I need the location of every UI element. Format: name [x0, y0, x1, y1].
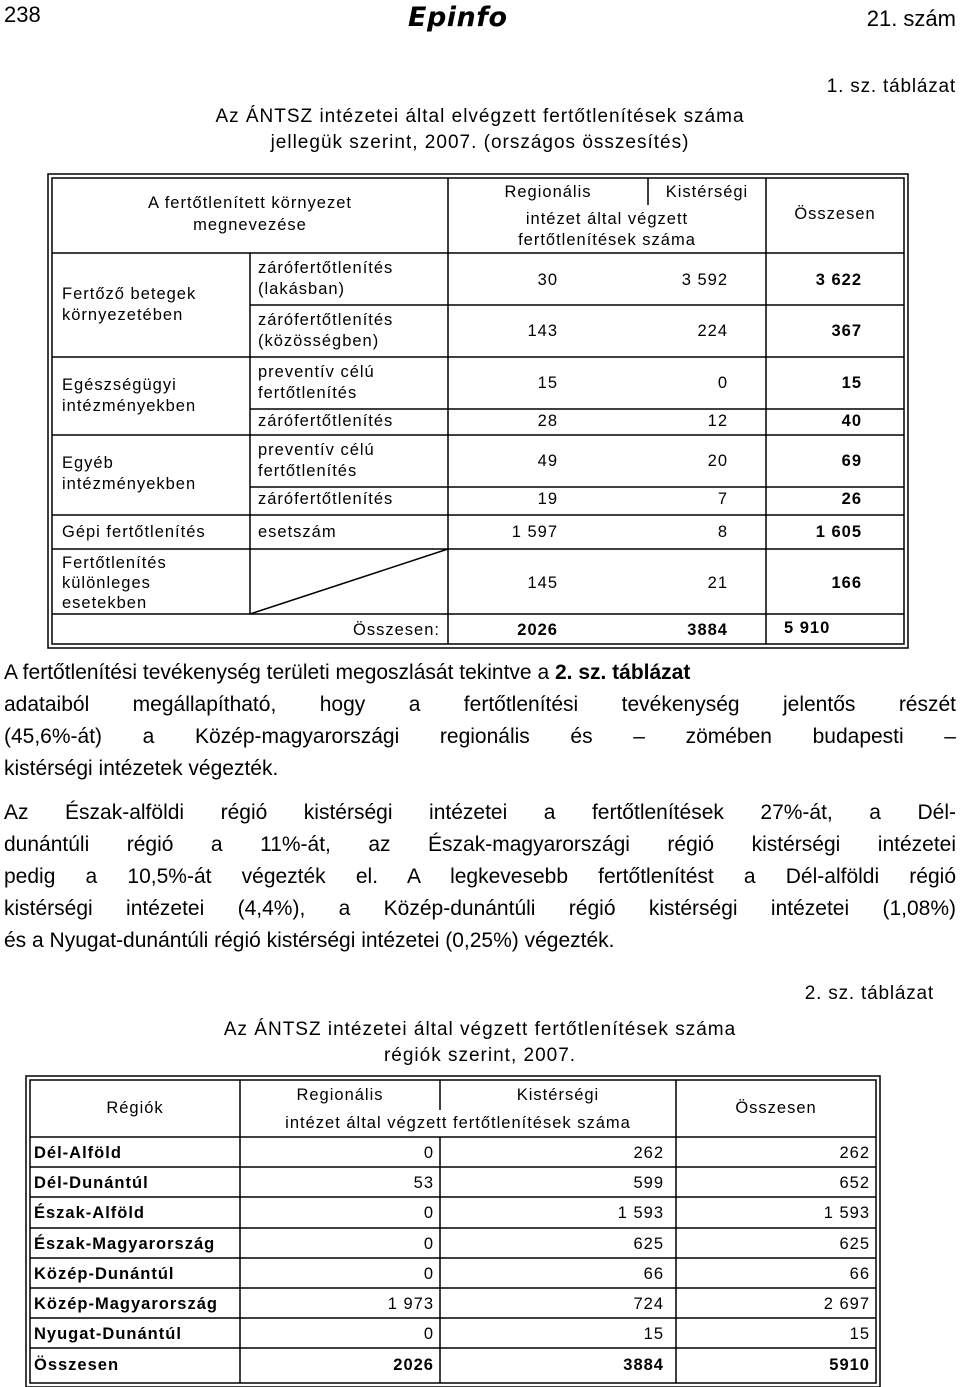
table1-cell-regional: 49: [537, 452, 558, 470]
table2-cell-regional: 0: [423, 1235, 434, 1253]
paragraph-2-line3: pedig a 10,5%-át végezték el. A legkevesebb fertőtlenítést a Dél-alföldi régió: [4, 865, 956, 888]
table1-row-type-line1: preventív célú: [258, 363, 375, 381]
table1-row-type: [258, 440, 375, 482]
table1-group-special: [62, 553, 167, 613]
table2-cell-region: Dél-Alföld: [34, 1144, 122, 1162]
table1-cell-total: 15: [841, 374, 862, 392]
table1-row-type-line2: fertőtlenítés: [258, 384, 358, 402]
table2-cell-total: 1 593: [823, 1204, 870, 1222]
table2-title-line1: Az ÁNTSZ intézetei által végzett fertőtlenítések száma: [223, 1019, 737, 1040]
table1-sum-total: 5 910: [784, 619, 831, 637]
table1-sum-label: Összesen:: [353, 621, 440, 639]
journal-logo: Epinfo: [408, 2, 508, 33]
table2-cell-subregional: 625: [633, 1235, 664, 1253]
table1-group-special-line2: különleges: [62, 574, 151, 592]
table2-cell-regional: 0: [423, 1204, 434, 1222]
paragraph-1-line1: [4, 657, 956, 689]
table2-cell-region: Közép-Magyarország: [34, 1295, 218, 1313]
table1-group-other-line2: intézményekben: [62, 475, 197, 493]
paragraph-1-line4: kistérségi intézetek végezték.: [4, 757, 279, 780]
table1-head-env-line2: megnevezése: [193, 216, 307, 234]
table1-cell-total: 69: [841, 452, 862, 470]
table1-group-infectious-line1: Fertőző betegek: [62, 285, 197, 303]
table2-sum-regional: 2026: [393, 1356, 434, 1374]
table1-group-other: [62, 453, 196, 495]
table1-row-type: zárófertőtlenítés: [258, 490, 394, 508]
table1-cell-total: 166: [831, 574, 862, 592]
table2-cell-total: 15: [849, 1325, 870, 1343]
table1-cell-regional: 28: [537, 412, 558, 430]
table2-cell-total: 652: [839, 1174, 870, 1192]
table2-cell-regional: 1 973: [387, 1295, 434, 1313]
table1-cell-total: 26: [841, 490, 862, 508]
table2-cell-subregional: 599: [633, 1174, 664, 1192]
table1-cell-subregional: 12: [707, 412, 728, 430]
table2-cell-region: Észak-Alföld: [34, 1204, 146, 1222]
table2-cell-subregional: 15: [643, 1325, 664, 1343]
table1-cell-regional: 19: [537, 490, 558, 508]
table1-title-line1: Az ÁNTSZ intézetei által elvégzett fertőtlenítések száma: [215, 106, 745, 127]
table2-reference: 2. sz. táblázat: [554, 661, 691, 684]
page-number: 238: [4, 2, 41, 27]
table1-cell-subregional: 224: [697, 322, 728, 340]
table2-cell-region: Dél-Dunántúl: [34, 1174, 149, 1192]
table1-sum-subregional: 3884: [687, 621, 728, 639]
table1-row-type-line1: preventív célú: [258, 441, 375, 459]
table1-group-special-line1: Fertőtlenítés: [62, 554, 167, 572]
paragraph-2: [4, 797, 956, 957]
table1-cell-regional: 143: [527, 322, 558, 340]
table1-cell-regional: 30: [537, 271, 558, 289]
table2-cell-region: Közép-Dunántúl: [34, 1265, 175, 1283]
table2-cell-region: Észak-Magyarország: [34, 1235, 216, 1253]
table1-group-special-line3: esetekben: [62, 594, 148, 612]
table1-cell-total: 40: [841, 412, 862, 430]
table1-head-sub: [448, 209, 766, 251]
table1-cell-subregional: 8: [717, 523, 728, 541]
table1-group-healthcare-line2: intézményekben: [62, 397, 197, 415]
table2-cell-total: 625: [839, 1235, 870, 1253]
table2-title-line2: régiók szerint, 2007.: [383, 1045, 577, 1066]
table2-sum-subregional: 3884: [623, 1356, 664, 1374]
table2-cell-regional: 53: [413, 1174, 434, 1192]
table2-head-region: Régiók: [106, 1099, 164, 1117]
table1-group-machine: Gépi fertőtlenítés: [62, 523, 206, 541]
table1-sum-regional: 2026: [517, 621, 558, 639]
table1-cell-total: 367: [831, 322, 862, 340]
table1-head-subregional: Kistérségi: [665, 183, 749, 201]
paragraph-1-line2: adataiból megállapítható, hogy a fertőtlenítési tevékenység jelentős részét: [4, 693, 956, 716]
table1-group-healthcare-line1: Egészségügyi: [62, 376, 177, 394]
table1-group-other-line1: Egyéb: [62, 454, 114, 472]
table1-label: 1. sz. táblázat: [826, 76, 956, 97]
table2-cell-subregional: 724: [633, 1295, 664, 1313]
table2-sum-total: 5910: [829, 1356, 870, 1374]
table1-row-type: esetszám: [258, 523, 337, 541]
table1-row-type-line2: (közösségben): [258, 332, 380, 350]
table1-head-total: Összesen: [794, 205, 876, 223]
table2-cell-regional: 0: [423, 1265, 434, 1283]
table1-cell-total: 1 605: [815, 523, 862, 541]
table1-row-type: [258, 362, 375, 404]
paragraph-2-line2: dunántúli régió a 11%-át, az Észak-magyarországi régió kistérségi intézetei: [4, 833, 956, 856]
table1-cell-regional: 15: [537, 374, 558, 392]
issue-number: 21. szám: [866, 6, 956, 31]
table2-cell-total: 66: [849, 1265, 870, 1283]
table1-cell-subregional: 0: [717, 374, 728, 392]
table1-cell-regional: 145: [527, 574, 558, 592]
table2-cell-regional: 0: [423, 1144, 434, 1162]
table2-head-subregional: Kistérségi: [516, 1086, 600, 1104]
table1-cell-subregional: 7: [717, 490, 728, 508]
table1-cell-total: 3 622: [815, 271, 862, 289]
table1-group-infectious-line2: környezetében: [62, 306, 184, 324]
table1-row-type-line1: zárófertőtlenítés: [258, 311, 394, 329]
table2-head-sub: intézet által végzett fertőtlenítések száma: [285, 1114, 631, 1132]
table1-cell-regional: 1 597: [511, 523, 558, 541]
table2-cell-subregional: 1 593: [617, 1204, 664, 1222]
table2-sum-label: Összesen: [34, 1356, 120, 1374]
table2-cell-total: 262: [839, 1144, 870, 1162]
table1-cell-subregional: 21: [707, 574, 728, 592]
table2-cell-region: Nyugat-Dunántúl: [34, 1325, 182, 1343]
table2-cell-regional: 0: [423, 1325, 434, 1343]
paragraph-1: [4, 657, 956, 785]
paragraph-1-line3: (45,6%-át) a Közép-magyarországi regionális és – zömében budapesti –: [4, 725, 956, 748]
table2-head-total: Összesen: [735, 1099, 817, 1117]
paragraph-2-line5: és a Nyugat-dunántúli régió kistérségi intézetei (0,25%) végezték.: [4, 929, 615, 952]
table2-cell-subregional: 262: [633, 1144, 664, 1162]
table1-row-type: zárófertőtlenítés: [258, 412, 394, 430]
table1-head-sub-line2: fertőtlenítések száma: [518, 231, 696, 249]
table2-cell-total: 2 697: [823, 1295, 870, 1313]
table2-head-regional: Regionális: [296, 1086, 384, 1104]
table1-row-type-line2: (lakásban): [258, 280, 346, 298]
table1-row-type-line2: fertőtlenítés: [258, 462, 358, 480]
table1-row-type: [258, 258, 393, 300]
paragraph-2-line4: kistérségi intézetei (4,4%), a Közép-dunántúli régió kistérségi intézetei (1,08%): [4, 897, 956, 920]
table1-head-env: [52, 192, 448, 236]
table1-row-type: [258, 310, 393, 352]
table1-head-regional: Regionális: [504, 183, 592, 201]
table1-head-sub-line1: intézet által végzett: [525, 210, 689, 228]
table1-group-infectious: [62, 284, 196, 326]
table2-cell-subregional: 66: [643, 1265, 664, 1283]
table2-label: 2. sz. táblázat: [804, 983, 934, 1004]
table1-head-env-line1: A fertőtlenített környezet: [148, 194, 352, 212]
table1-cell-subregional: 3 592: [681, 271, 728, 289]
table1-title-line2: jellegük szerint, 2007. (országos összesítés): [270, 132, 690, 153]
paragraph-1-line1-text: A fertőtlenítési tevékenység területi megoszlását tekintve a: [4, 661, 555, 684]
table1-group-healthcare: [62, 375, 196, 417]
paragraph-2-line1: Az Észak-alföldi régió kistérségi intézetei a fertőtlenítések 27%-át, a Dél-: [4, 801, 956, 824]
table1-row-type-line1: zárófertőtlenítés: [258, 259, 394, 277]
table2-title: [140, 1017, 820, 1069]
table1-cell-subregional: 20: [707, 452, 728, 470]
